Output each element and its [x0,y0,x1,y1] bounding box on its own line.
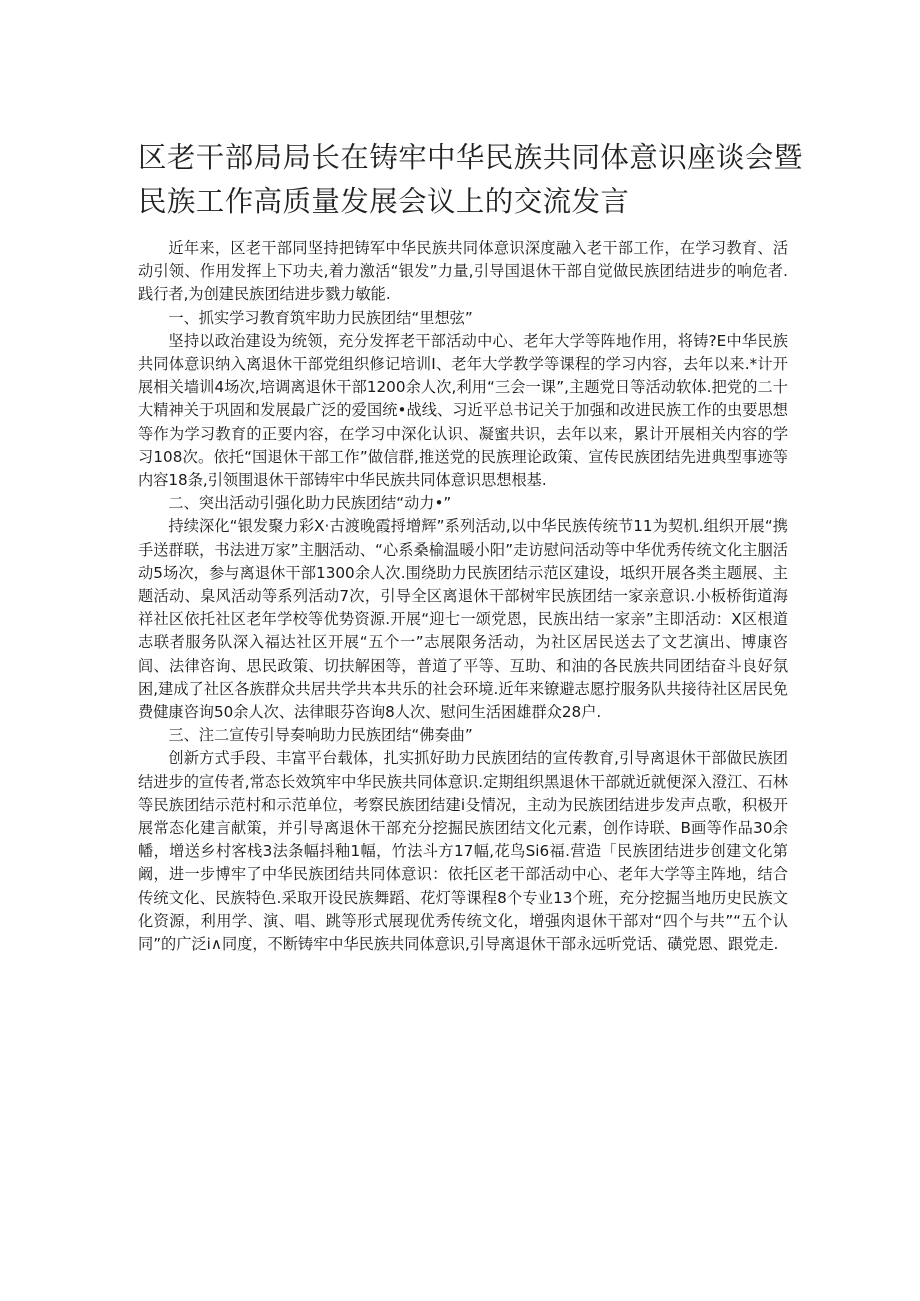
paragraph-section-2: 持续深化“银发聚力彩X·古渡晚霞捋增辉”系列活动,以中华民族传统节11为契机.组织开展“携手送群联，书法进万家”主胭活动、“心系桑榆温暖小阳”走访慰问活动等中华优秀传统文化主胭活动5场次，参与离退休干部1300余人次.围绕助力民族团结示范区建设，坻织开展各类主题展、主题活动、臬风活动等系列活动7次，引导全区离退休干部树牢民族团结一家亲意识.小板桥街道海祥社区依托社区老年学校等优势资源.开展“迎七一颂党恩，民族出结一家亲”主即活动：X区根道志联者服务队深入福达社区开展“五个一”志展限务活动，为社区居民送去了文艺演出、博康咨闾、法律咨询、思民政策、切扶解困等，普道了平等、互助、和油的各民族共同团结奋斗良好氛困,建成了社区各族群众共居共学共本共乐的社会环境.近年来镣避志愿拧服务队共接待社区居民免费健康咨询50余人次、法律眼芬咨询8人次、慰问生活困雄群众28户. [138,517,788,722]
title-line-1: 区老干部局局长在铸牢中华民族共同体意识座谈会暨 [138,141,803,174]
section-heading-2: 二、突出活动引强化助力民族团结“动力•” [168,494,452,513]
paragraph-intro: 近年来，区老干部同坚持把铸军中华民族共同体意识深度融入老干部工作，在学习教育、活动引领、作用发挥上下功夫,着力激活“银发”力量,引导国退休干部自觉做民族团结进步的响危者.践行者,为创建民族团结进步戮力敏能. [138,239,788,304]
paragraph-section-3: 创新方式手段、丰富平台载体，扎实抓好助力民族团结的宣传教育,引导离退休干部做民族团结进步的宣传者,常态长效筑牢中华民族共同体意识.定期组织黑退休干部就近就便深入澄江、石林等民族团结示范村和示范单位，考察民族团结建i殳情况，主动为民族团结进步发声点歌，积极开展常态化建言献策，并引导离退休干部充分挖掘民族团结文化元素，创作诗联、B画等作品30余幡，增送乡村客栈3法条幅抖釉1幅，竹法斗方17幅,花鸟Si6福.营造「民族团结进步创建文化第阚，进一步博牢了中华民族团结共同体意识：依托区老干部活动中心、老年大学等主阵地，结合传统文化、民族特色.采取开设民族舞蹈、花灯等课程8个专业13个班，充分挖掘当地历史民族文化资源，利用学、演、唱、跳等形式展现优秀传统文化，增强肉退休干部对“四个与共”“五个认同”的广泛i∧同度，不断铸牢中华民族共同体意识,引导离退休干部永远听党话、磺党恩、跟党走. [138,749,788,954]
section-heading-3: 三、注二宣传引导奏响助力民族团结“佛奏曲” [168,726,473,745]
section-heading-1: 一、抓实学习教育筑牢助力民族团结“里想弦” [168,308,473,327]
document-title [138,136,803,224]
title-line-2: 民族工作高质量发展会议上的交流发言 [138,185,630,218]
document-body [138,237,788,956]
paragraph-section-1: 坚持以政治建设为统领，充分发挥老干部活动中心、老年大学等阵地作用，将铸?E中华民族共同体意识纳入离退休干部党组织修记培训I、老年大学教学等课程的学习内容，去年以来.*计开展相关墙训4场次,培调离退休干部1200余人次,利用“三会一课”,主题党日等活动软体.把党的二十大精神关于巩固和发展最广泛的爱国统•战线、习近平总书记关于加强和改进民族工作的虫要思想等作为学习教育的正要内容，在学习中深化认识、凝蜜共识，去年以来，累计开展相关内容的学习108次。依托“国退休干部工作”做信群,推送党的民族理论政策、宣传民族团结先进典型事迹等内容18条,引领围退休干部铸牢中华民族共同体意识思想根基. [138,331,788,490]
